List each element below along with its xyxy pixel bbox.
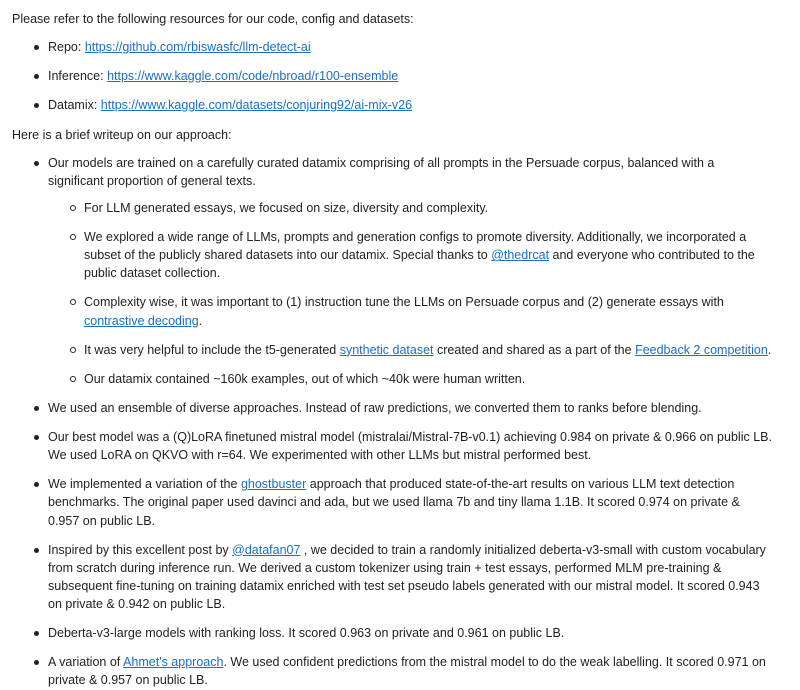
- contrastive-decoding-link[interactable]: contrastive decoding: [84, 313, 199, 328]
- list-item: [34, 67, 772, 85]
- list-item: [70, 199, 772, 217]
- sub-text: It was very helpful to include the t5-generated: [84, 342, 340, 357]
- approach-weak-label-text-cont: . We used confident predictions from the mistral model to do the weak labelling. It scored 0.971 on private & 0.957 on public LB.: [48, 655, 766, 688]
- resource-label: Repo:: [48, 40, 85, 55]
- approach-deberta-small-text-cont: , we decided to train a randomly initialized deberta-v3-small with custom vocabulary from scratch during inference run. We derived a custom tokenizer using train + test essays, performed MLM pre-training & subsequent fine-tuning on training datamix enriched with test set pseudo labels generated with our mistral model. It scored 0.943 on private & 0.942 on public LB.: [48, 542, 766, 611]
- approach-ghostbuster-text-cont: approach that produced state-of-the-art results on various LLM text detection benchmarks. The original paper used davinci and ada, but we used llama 7b and tiny llama 1.1B. It scored 0.974 on private & 0.957 on public LB.: [48, 477, 740, 528]
- resource-label: Inference:: [48, 69, 108, 84]
- approach-datamix-text: Our models are trained on a carefully curated datamix comprising of all prompts in the Persuade corpus, balanced with a significant proportion of general texts.: [48, 155, 715, 188]
- list-item: [34, 541, 772, 614]
- synthetic-dataset-link[interactable]: synthetic dataset: [339, 342, 434, 357]
- list-item: [70, 341, 772, 359]
- list-item: [34, 154, 772, 388]
- list-item: [70, 228, 772, 282]
- approach-mistral-text: Our best model was a (Q)LoRA finetuned mistral model (mistralai/Mistral-7B-v0.1) achieving 0.984 on private & 0.966 on public LB. We used LoRA on QKVO with r=64. We experimented with other LLMs but mistral performed best.: [48, 430, 772, 463]
- resources-intro-text: Please refer to the following resources for our code, config and datasets:: [12, 12, 414, 26]
- sub-text: Complexity wise, it was important to (1) instruction tune the LLMs on Persuade corpus and (2) generate essays with: [84, 295, 724, 310]
- approach-deberta-large-text: Deberta-v3-large models with ranking loss. It scored 0.963 on private and 0.961 on public LB.: [48, 626, 565, 641]
- list-item: [34, 624, 772, 642]
- approach-weak-label-text: A variation of: [48, 655, 124, 670]
- list-item: [34, 96, 772, 114]
- datamix-link[interactable]: https://www.kaggle.com/datasets/conjuring92/ai-mix-v26: [100, 98, 413, 113]
- ghostbuster-link[interactable]: ghostbuster: [240, 477, 307, 492]
- approach-deberta-small-text: Inspired by this excellent post by: [48, 542, 233, 557]
- sub-text: Our datamix contained ~160k examples, out of which ~40k were human written.: [84, 371, 526, 386]
- inference-link[interactable]: https://www.kaggle.com/code/nbroad/r100-ensemble: [107, 69, 399, 84]
- writeup-intro-text: Here is a brief writeup on our approach:: [12, 127, 232, 142]
- list-item: [70, 293, 772, 329]
- sub-text: We explored a wide range of LLMs, prompts and generation configs to promote diversity. Additionally, we incorporated a subset of the publicly shared datasets into our datamix. Special thanks to: [84, 230, 747, 263]
- list-item: [34, 428, 772, 464]
- resources-list: [12, 38, 772, 114]
- approach-sublist: [48, 199, 772, 388]
- thedrcat-mention-link[interactable]: @thedrcat: [491, 248, 550, 263]
- list-item: [70, 370, 772, 388]
- sub-text: created and shared as a part of the: [433, 342, 636, 357]
- repo-link[interactable]: https://github.com/rbiswasfc/llm-detect-ai: [84, 40, 311, 55]
- sub-text: .: [767, 342, 772, 357]
- sub-text: and everyone who contributed to the public dataset collection.: [84, 248, 755, 281]
- sub-text: .: [198, 313, 203, 328]
- list-item: [34, 653, 772, 689]
- feedback-2-competition-link[interactable]: Feedback 2 competition: [635, 342, 768, 357]
- resource-label: Datamix:: [48, 98, 101, 113]
- approach-ensemble-text: We used an ensemble of diverse approaches. Instead of raw predictions, we converted them to ranks before blending.: [48, 400, 702, 415]
- list-item: [34, 38, 772, 56]
- approach-list: [12, 154, 772, 690]
- list-item: [34, 475, 772, 529]
- ahmets-approach-link[interactable]: Ahmet's approach: [123, 655, 224, 670]
- list-item: [34, 399, 772, 417]
- datafan07-mention-link[interactable]: @datafan07: [232, 542, 301, 557]
- approach-ghostbuster-text: We implemented a variation of the: [48, 477, 241, 492]
- sub-text: For LLM generated essays, we focused on size, diversity and complexity.: [84, 200, 489, 215]
